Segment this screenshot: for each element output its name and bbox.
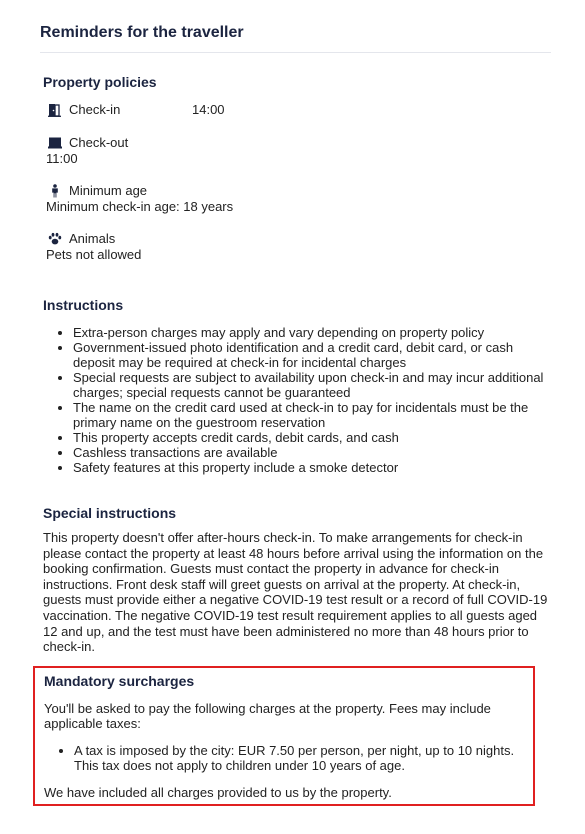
animals-label: Animals [69, 231, 116, 246]
bed-icon [48, 136, 62, 150]
policy-minimum-age [46, 183, 233, 215]
mandatory-surcharges-highlight [33, 666, 535, 806]
list-item: • Special requests are subject to availability upon check-in and may incur additional charges; special requests cannot be guaranteed [73, 370, 548, 400]
checkin-label: Check-in [69, 102, 121, 117]
surcharges-intro: You'll be asked to pay the following charges at the property. Fees may include applicable taxes: [44, 701, 491, 731]
list-item: • The name on the credit card used at check-in to pay for incidentals must be the primary name on the guestroom reservation [73, 400, 548, 430]
list-item: • A tax is imposed by the city: EUR 7.50 per person, per night, up to 10 nights. This tax does not apply to children under 10 years of age. [74, 743, 532, 773]
property-policies-section [43, 74, 553, 262]
special-instructions-heading: Special instructions [43, 505, 177, 521]
list-item: • Safety features at this property include a smoke detector [73, 460, 548, 475]
list-item: • Government-issued photo identification and a credit card, debit card, or cash deposit may be required at check-in for incidental charges [73, 340, 548, 370]
checkin-time: 14:00 [192, 102, 225, 117]
instructions-list [43, 325, 548, 475]
special-instructions-section [43, 505, 551, 655]
person-icon [48, 184, 62, 198]
paw-icon [48, 232, 62, 246]
policy-checkin [46, 102, 225, 118]
list-item: • This property accepts credit cards, debit cards, and cash [73, 430, 548, 445]
door-icon [48, 103, 62, 117]
special-instructions-text: This property doesn't offer after-hours check-in. To make arrangements for check-in please contact the property at least 48 hours before arrival using the information on the booking confirmation. Guests must contact the property in advance for check-in instructions. Front desk staff will greet guests on arrival at the property. At check-in, guests must provide either a negative COVID-19 test result or a record of full COVID-19 vaccination. The negative COVID-19 test result requirement applies to all guests aged 12 and up, and the test must have been administered no more than 48 hours prior to check-in. [43, 530, 548, 655]
instructions-section [43, 297, 548, 475]
policy-animals [46, 231, 141, 263]
policy-checkout [46, 135, 128, 167]
minimum-age-value: Minimum check-in age: 18 years [46, 199, 234, 214]
checkout-label: Check-out [69, 135, 129, 150]
animals-value: Pets not allowed [46, 247, 142, 262]
property-policies-heading: Property policies [43, 74, 157, 90]
list-item: • Extra-person charges may apply and vary depending on property policy [73, 325, 548, 340]
checkout-time: 11:00 [46, 151, 78, 166]
page-title: Reminders for the traveller [40, 24, 244, 41]
surcharges-outro: We have included all charges provided to us by the property. [44, 785, 392, 800]
mandatory-surcharges-heading: Mandatory surcharges [44, 673, 195, 689]
minimum-age-label: Minimum age [69, 183, 148, 198]
mandatory-surcharges-section [44, 673, 532, 800]
surcharges-list [44, 743, 532, 773]
instructions-heading: Instructions [43, 297, 124, 313]
title-divider [40, 52, 551, 53]
list-item: • Cashless transactions are available [73, 445, 548, 460]
